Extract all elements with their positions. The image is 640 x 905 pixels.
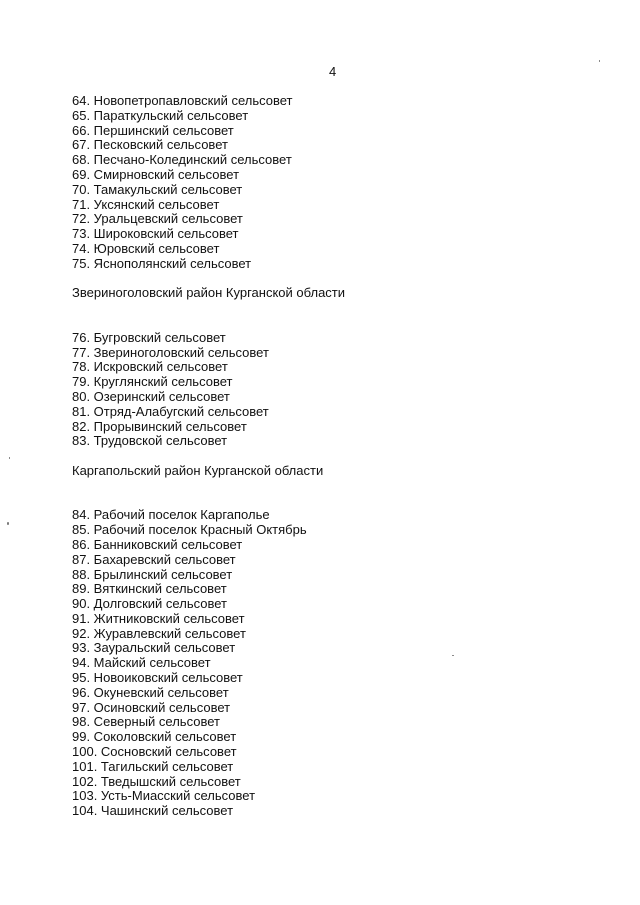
list-item: 84. Рабочий поселок Каргаполье: [72, 507, 270, 523]
scan-speck: [452, 655, 454, 656]
list-item: 72. Уральцевский сельсовет: [72, 211, 243, 227]
scan-speck: [9, 457, 10, 459]
section-heading: Каргапольский район Курганской области: [72, 462, 324, 478]
list-item: 87. Бахаревский сельсовет: [72, 551, 236, 567]
spacer: [72, 494, 572, 509]
list-item: 74. Юровский сельсовет: [72, 240, 220, 256]
list-item: 64. Новопетропавловский сельсовет: [72, 93, 293, 108]
list-item: 96. Окуневский сельсовет: [72, 684, 229, 700]
list-block: [72, 331, 572, 449]
list-item: 71. Уксянский сельсовет: [72, 196, 220, 212]
list-item: 93. Зауральский сельсовет: [72, 640, 236, 656]
list-item: 76. Бугровский сельсовет: [72, 329, 226, 345]
list-item: 97. Осиновский сельсовет: [72, 699, 231, 715]
list-item: 92. Журавлевский сельсовет: [72, 625, 246, 641]
list-item: 73. Широковский сельсовет: [72, 226, 239, 242]
list-item: 91. Житниковский сельсовет: [72, 610, 245, 626]
list-item: 77. Звериноголовский сельсовет: [72, 344, 269, 360]
scan-speck: [599, 60, 600, 62]
list-item: 94. Майский сельсовет: [72, 655, 211, 671]
list-item: 88. Брылинский сельсовет: [72, 566, 233, 582]
scan-speck: [7, 522, 9, 525]
list-item: 95. Новоиковский сельсовет: [72, 670, 243, 686]
list-item: 104. Чашинский сельсовет: [72, 803, 234, 819]
list-item: 82. Прорывинский сельсовет: [72, 418, 247, 434]
list-item: 69. Смирновский сельсовет: [72, 166, 240, 182]
list-item: 67. Песковский сельсовет: [72, 137, 228, 153]
list-item: 68. Песчано-Колединский сельсовет: [72, 152, 292, 168]
list-item: 78. Искровский сельсовет: [72, 359, 228, 375]
list-item: 70. Тамакульский сельсовет: [72, 181, 243, 197]
list-item: 99. Соколовский сельсовет: [72, 729, 237, 745]
page-number: 4: [329, 64, 337, 79]
list-item: 80. Озеринский сельсовет: [72, 388, 230, 404]
list-item: 66. Першинский сельсовет: [72, 122, 234, 138]
list-item: 100. Сосновский сельсовет: [72, 744, 237, 760]
list-item: 65. Параткульский сельсовет: [72, 107, 249, 123]
list-item: 79. Круглянский сельсовет: [72, 374, 233, 390]
list-item: 83. Трудовской сельсовет: [72, 433, 228, 449]
list-item: 86. Банниковский сельсовет: [72, 536, 243, 552]
list-block: [72, 94, 572, 272]
document-body: [72, 94, 572, 819]
list-item: 89. Вяткинский сельсовет: [72, 581, 227, 597]
list-item: 75. Яснополянский сельсовет: [72, 255, 252, 271]
list-block: [72, 508, 572, 819]
spacer: [72, 316, 572, 331]
list-item: 90. Долговский сельсовет: [72, 596, 227, 612]
list-item: 98. Северный сельсовет: [72, 714, 220, 730]
list-item: 102. Тведышский сельсовет: [72, 773, 241, 789]
list-item: 81. Отряд-Алабугский сельсовет: [72, 403, 269, 419]
list-item: 85. Рабочий поселок Красный Октябрь: [72, 522, 307, 538]
list-item: 103. Усть-Миасский сельсовет: [72, 788, 256, 804]
section-heading: Звериноголовский район Курганской области: [72, 285, 346, 301]
list-item: 101. Тагильский сельсовет: [72, 758, 234, 774]
